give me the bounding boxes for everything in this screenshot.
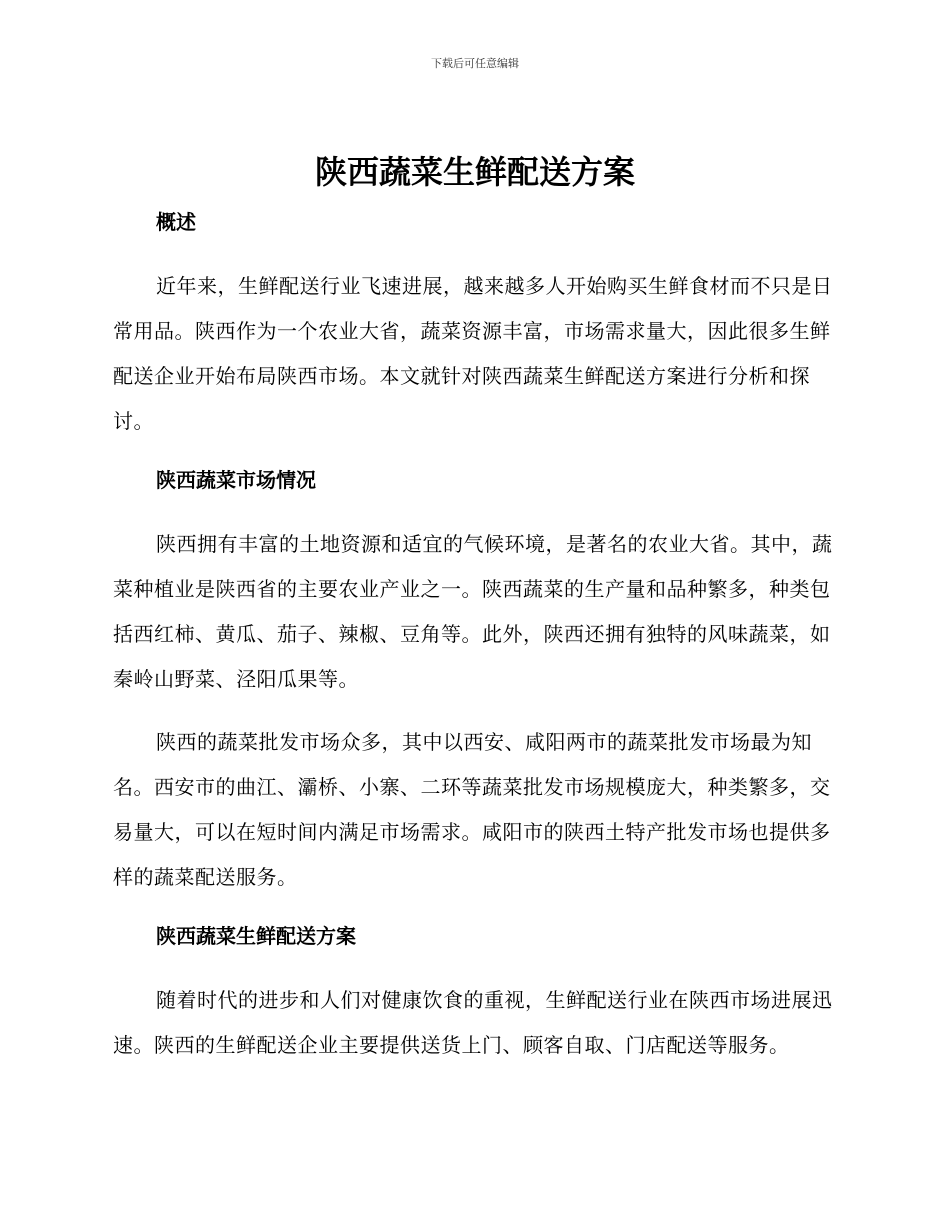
section-overview bbox=[113, 204, 833, 462]
header-note: 下载后可任意编辑 bbox=[431, 57, 519, 70]
section-delivery-plan bbox=[113, 918, 833, 1068]
document-title: 陕西蔬菜生鲜配送方案 bbox=[314, 153, 635, 191]
paragraph: 陕西的蔬菜批发市场众多，其中以西安、咸阳两市的蔬菜批发市场最为知名。西安市的曲江、灞桥、小寨、二环等蔬菜批发市场规模庞大，种类繁多，交易量大，可以在短时间内满足市场需求。咸阳市的陕西土特产批发市场也提供多样的蔬菜配送服务。 bbox=[113, 730, 831, 889]
paragraph: 近年来，生鲜配送行业飞速进展，越来越多人开始购买生鲜食材而不只是日常用品。陕西作为一个农业大省，蔬菜资源丰富，市场需求量大，因此很多生鲜配送企业开始布局陕西市场。本文就针对陕西蔬菜生鲜配送方案进行分析和探讨。 bbox=[113, 274, 833, 433]
section-heading: 陕西蔬菜市场情况 bbox=[156, 468, 316, 492]
paragraph: 随着时代的进步和人们对健康饮食的重视，生鲜配送行业在陕西市场进展迅速。陕西的生鲜配送企业主要提供送货上门、顾客自取、门店配送等服务。 bbox=[113, 988, 833, 1057]
document-body bbox=[113, 204, 833, 1068]
section-heading: 概述 bbox=[156, 210, 196, 234]
section-market-situation bbox=[113, 462, 833, 918]
paragraph: 陕西拥有丰富的土地资源和适宜的气候环境，是著名的农业大省。其中，蔬菜种植业是陕西省的主要农业产业之一。陕西蔬菜的生产量和品种繁多，种类包括西红柿、黄瓜、茄子、辣椒、豆角等。此外，陕西还拥有独特的风味蔬菜，如秦岭山野菜、泾阳瓜果等。 bbox=[113, 532, 833, 691]
section-heading: 陕西蔬菜生鲜配送方案 bbox=[156, 924, 356, 948]
